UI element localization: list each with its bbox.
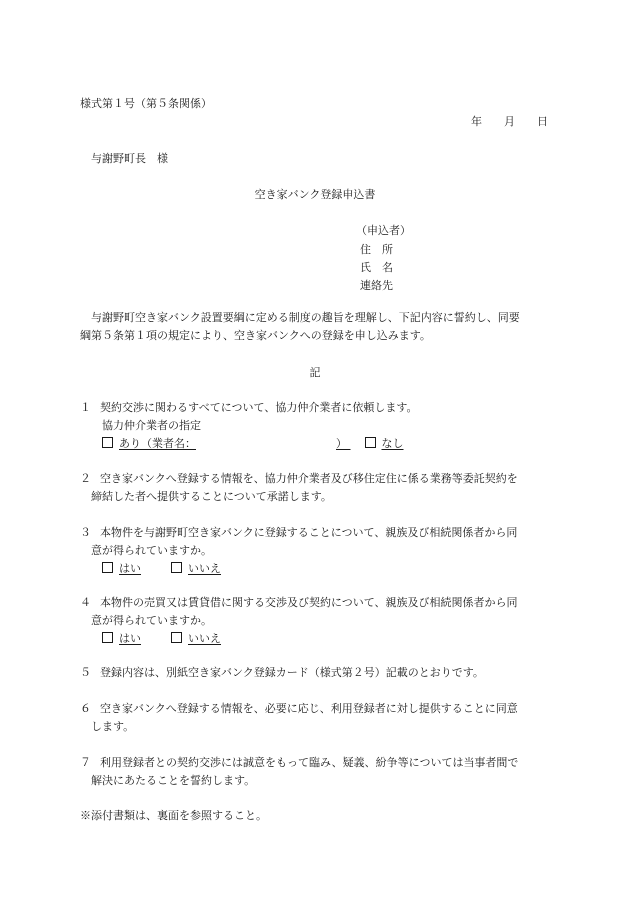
item-1-text: 契約交渉に関わるすべてについて、協力仲介業者に依頼します。 bbox=[100, 401, 418, 414]
item-3-yes-checkbox[interactable] bbox=[102, 562, 113, 573]
name-label: 氏 名 bbox=[360, 261, 393, 274]
form-title: 空き家バンク登録申込書 bbox=[254, 188, 376, 201]
broker-yes-checkbox[interactable] bbox=[102, 437, 113, 448]
applicant-heading: （申込者） bbox=[356, 224, 411, 237]
item-7-number: ７ bbox=[80, 756, 91, 769]
item-3-text-1: 本物件を与謝野町空き家バンクに登録することについて、親族及び相続関係者から同 bbox=[100, 526, 518, 539]
broker-options bbox=[102, 437, 404, 449]
item-6-number: ６ bbox=[80, 702, 91, 715]
item-4-yes-label: はい bbox=[119, 632, 141, 645]
item-6-text-1: 空き家バンクへ登録する情報を、必要に応じ、利用登録者に対し提供することに同意 bbox=[100, 702, 518, 715]
intro-line-2: 綱第５条第１項の規定により、空き家バンクへの登録を申し込みます。 bbox=[80, 329, 431, 342]
item-7-text-2: 解決にあたることを誓約します。 bbox=[91, 774, 256, 787]
item-3-options bbox=[102, 562, 221, 574]
item-7-text-1: 利用登録者との契約交渉には誠意をもって臨み、疑義、紛争等については当事者間で bbox=[100, 756, 519, 769]
broker-no-label: なし bbox=[381, 437, 404, 450]
item-2-number: ２ bbox=[80, 472, 91, 485]
item-4-text-1: 本物件の売買又は賃貸借に関する交渉及び契約について、親族及び相続関係者から同 bbox=[100, 596, 518, 609]
form-number: 様式第１号（第５条関係） bbox=[80, 97, 212, 110]
addressee: 与謝野町長 様 bbox=[91, 152, 168, 165]
item-5 bbox=[80, 667, 484, 678]
item-3-no-checkbox[interactable] bbox=[171, 562, 182, 573]
ki-heading: 記 bbox=[309, 366, 321, 379]
attachment-note: ※添付書類は、裏面を参照すること。 bbox=[80, 809, 267, 822]
item-4-options bbox=[102, 632, 221, 644]
item-1 bbox=[80, 402, 417, 413]
item-1-number: １ bbox=[80, 401, 91, 414]
broker-close-paren: ） bbox=[336, 437, 347, 450]
item-4-no-label: いいえ bbox=[188, 632, 221, 645]
date-line: 年 月 日 bbox=[471, 115, 548, 128]
item-2 bbox=[80, 473, 518, 484]
item-6 bbox=[80, 703, 518, 714]
address-label: 住 所 bbox=[360, 243, 393, 256]
item-4-yes-checkbox[interactable] bbox=[102, 632, 113, 643]
broker-no-checkbox[interactable] bbox=[365, 437, 376, 448]
broker-yes-label: あり（業者名： bbox=[119, 437, 196, 450]
item-5-number: ５ bbox=[80, 666, 91, 679]
broker-designation-label: 協力仲介業者の指定 bbox=[102, 419, 201, 432]
item-5-text: 登録内容は、別紙空き家バンク登録カード（様式第２号）記載のとおりです。 bbox=[100, 666, 484, 679]
item-3-yes-label: はい bbox=[119, 562, 141, 575]
item-3-text-2: 意が得られていますか。 bbox=[91, 544, 212, 557]
item-3-number: ３ bbox=[80, 526, 91, 539]
item-3 bbox=[80, 527, 517, 538]
item-4-number: ４ bbox=[80, 596, 91, 609]
item-4 bbox=[80, 597, 518, 608]
contact-label: 連絡先 bbox=[360, 279, 393, 292]
item-6-text-2: します。 bbox=[91, 720, 135, 733]
intro-line-1: 与謝野町空き家バンク設置要綱に定める制度の趣旨を理解し、下記内容に誓約し、同要 bbox=[91, 311, 520, 324]
item-2-text-1: 空き家バンクへ登録する情報を、協力仲介業者及び移住定住に係る業務等委託契約を bbox=[100, 472, 518, 485]
item-4-text-2: 意が得られていますか。 bbox=[91, 614, 212, 627]
item-3-no-label: いいえ bbox=[188, 562, 221, 575]
item-4-no-checkbox[interactable] bbox=[171, 632, 182, 643]
item-7 bbox=[80, 757, 518, 768]
item-2-text-2: 締結した者へ提供することについて承諾します。 bbox=[91, 490, 332, 503]
